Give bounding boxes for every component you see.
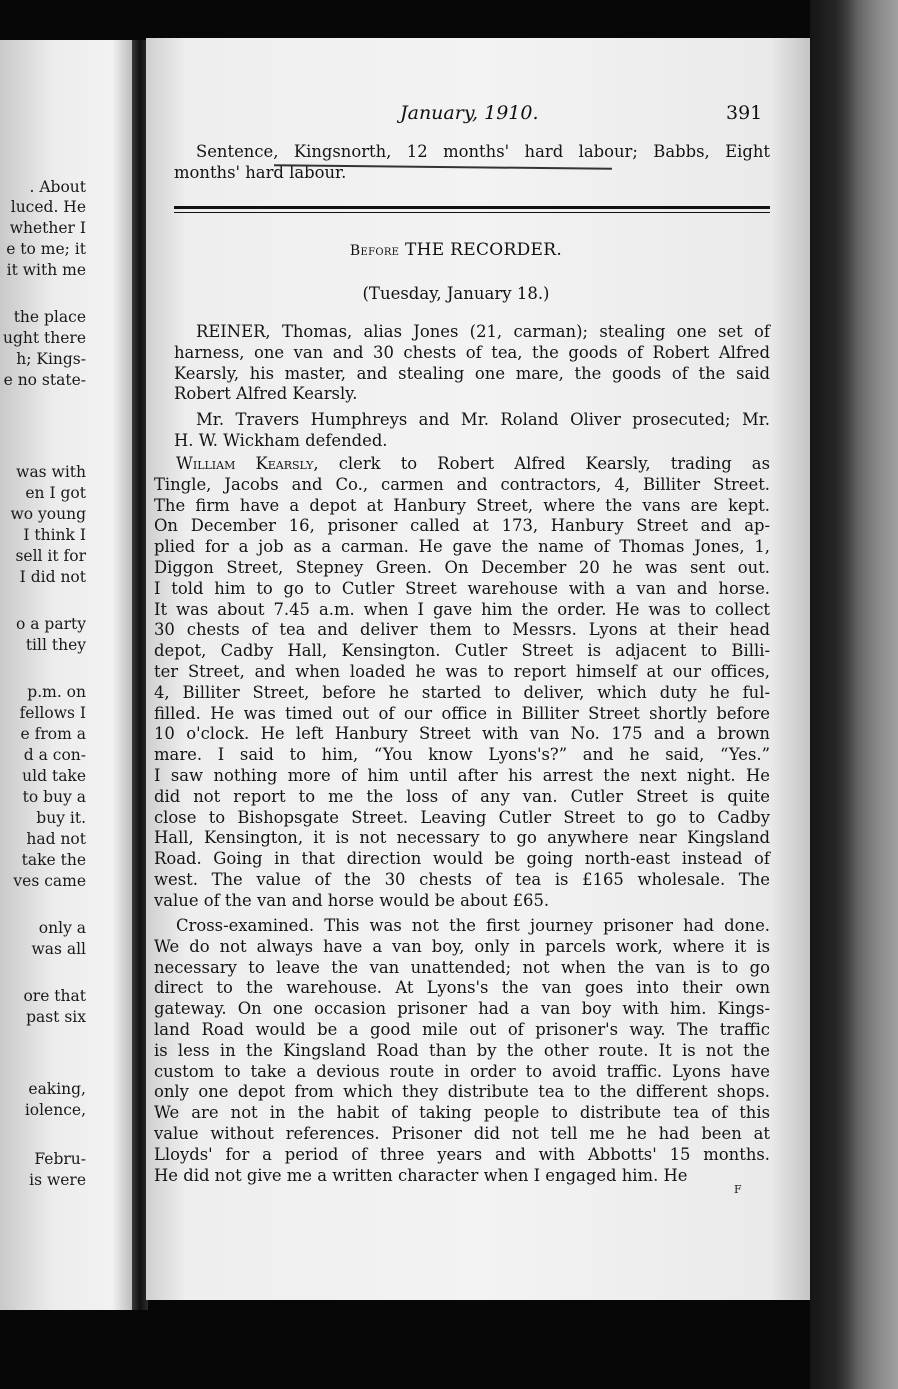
facing-page-line: is were: [29, 1171, 86, 1189]
page-391: [146, 38, 810, 1300]
page-number: 391: [726, 102, 763, 124]
charge-paragraph: [174, 322, 770, 405]
text-line: ter Street, and when loaded he was to report himself at our offices,: [154, 661, 770, 681]
facing-page-line: luced. He: [10, 198, 86, 216]
facing-page-line: ore that: [23, 987, 86, 1005]
text-line: [154, 454, 770, 475]
heading-before: Before: [349, 243, 400, 259]
text-line: He did not give me a written character when I engaged him. He: [154, 1165, 688, 1185]
text-line: custom to take a devious route in order to avoid traffic. Lyons have: [154, 1061, 770, 1081]
cross-examination-paragraph: [154, 916, 770, 1186]
text-line: Cross-examined. This was not the first journey prisoner had done.: [176, 916, 770, 935]
section-heading: [146, 240, 766, 260]
facing-page-line: only a: [38, 919, 86, 937]
text-line: I told him to go to Cutler Street warehouse with a van and horse.: [154, 578, 770, 598]
text-line: mare. I said to him, “You know Lyons's?” and he said, “Yes.”: [154, 745, 770, 765]
sentence-paragraph: [174, 142, 770, 184]
text-line: It was about 7.45 a.m. when I gave him the order. He was to collect: [154, 599, 770, 619]
text-line: did not report to me the loss of any van. Cutler Street is quite: [154, 786, 770, 806]
text-line: value of the van and horse would be about £65.: [154, 890, 550, 910]
text-line: 4, Billiter Street, before he started to deliver, which duty he ful-: [154, 682, 770, 702]
counsel-paragraph: [174, 410, 770, 452]
sentence-line: Sentence, Kingsnorth, 12 months' hard labour; Babbs, Eight: [196, 142, 770, 161]
facing-page-line: h; Kings-: [16, 350, 86, 368]
section-rule-thin: [174, 212, 770, 213]
text-line: harness, one van and 30 chests of tea, the goods of Robert Alfred: [174, 342, 770, 362]
facing-page-line: ught there: [2, 329, 86, 347]
text-line: value without references. Prisoner did not tell me he had been at: [154, 1123, 770, 1143]
facing-page-line: take the: [21, 851, 86, 869]
text-line: Kearsly, his master, and stealing one mare, the goods of the said: [174, 363, 770, 383]
text-line: filled. He was timed out of our office in Billiter Street shortly before: [154, 703, 770, 723]
text-line: west. The value of the 30 chests of tea is £165 wholesale. The: [154, 869, 770, 889]
text-line: REINER, Thomas, alias Jones (21, carman); stealing one set of: [196, 322, 770, 341]
facing-page-line: o a party: [16, 615, 86, 633]
heading-recorder: THE RECORDER.: [399, 240, 563, 260]
facing-page-line: e no state-: [3, 371, 86, 389]
facing-page-line: was all: [31, 940, 86, 958]
text-line: 30 chests of tea and deliver them to Messrs. Lyons at their head: [154, 620, 770, 640]
text-line: We are not in the habit of taking people to distribute tea of this: [154, 1103, 770, 1123]
text-line: We do not always have a van boy, only in parcels work, where it is: [154, 936, 770, 956]
text-line: only one depot from which they distribute tea to the different shops.: [154, 1082, 770, 1102]
facing-page-line: till they: [25, 636, 86, 654]
facing-page-line: eaking,: [28, 1080, 86, 1098]
facing-page-line: p.m. on: [27, 683, 86, 701]
facing-page-line: was with: [16, 463, 86, 481]
text-line: depot, Cadby Hall, Kensington. Cutler Street is adjacent to Billi-: [154, 641, 770, 661]
text-line: H. W. Wickham defended.: [174, 430, 388, 450]
facing-page-line: to buy a: [22, 788, 86, 806]
facing-page-line: e from a: [20, 725, 86, 743]
facing-page-line: en I got: [25, 484, 86, 502]
text-line: direct to the warehouse. At Lyons's the van goes into their own: [154, 978, 770, 998]
running-header-title: [400, 102, 539, 124]
section-rule-thick: [174, 206, 770, 209]
page-edge-highlight: [848, 0, 898, 1389]
text-line: On December 16, prisoner called at 173, Hanbury Street and ap-: [154, 516, 770, 536]
facing-page-line: past six: [26, 1008, 86, 1026]
text-line: Tingle, Jacobs and Co., carmen and contractors, 4, Billiter Street.: [154, 474, 770, 494]
facing-page-line: I did not: [19, 568, 86, 586]
facing-page-line: fellows I: [19, 704, 86, 722]
session-date: (Tuesday, January 18.): [362, 284, 550, 303]
facing-page-line: had not: [26, 830, 86, 848]
header-date: January, 1910.: [400, 102, 539, 124]
text-line: I saw nothing more of him until after his arrest the next night. He: [154, 765, 770, 785]
text-line: necessary to leave the van unattended; not when the van is to go: [154, 957, 770, 977]
facing-page-line: it with me: [6, 261, 86, 279]
facing-page-line: buy it.: [36, 809, 86, 827]
facing-page-line: ves came: [13, 872, 86, 890]
facing-page-line: uld take: [22, 767, 86, 785]
text-line: plied for a job as a carman. He gave the name of Thomas Jones, 1,: [154, 537, 770, 557]
facing-page-line: iolence,: [24, 1101, 86, 1119]
text-line: The firm have a depot at Hanbury Street, where the vans are kept.: [154, 495, 770, 515]
sentence-line: months' hard labour.: [174, 162, 347, 182]
testimony-paragraph: [154, 454, 770, 912]
facing-page-line: e to me; it: [6, 240, 86, 258]
text-line: Mr. Travers Humphreys and Mr. Roland Oliver prosecuted; Mr.: [196, 410, 770, 429]
facing-page-line: whether I: [9, 219, 86, 237]
text-line: Road. Going in that direction would be going north-east instead of: [154, 849, 770, 869]
text-line: Diggon Street, Stepney Green. On December 20 he was sent out.: [154, 557, 770, 577]
text-line: Robert Alfred Kearsly.: [174, 384, 358, 404]
text-line: land Road would be a good mile out of prisoner's way. The traffic: [154, 1019, 770, 1039]
facing-page-line: the place: [13, 308, 86, 326]
text-line: Lloyds' for a period of three years and with Abbotts' 15 months.: [154, 1144, 770, 1164]
facing-page-line: I think I: [23, 526, 86, 544]
text-line: close to Bishopsgate Street. Leaving Cutler Street to go to Cadby: [154, 807, 770, 827]
witness-name: William Kearsly,: [176, 454, 319, 473]
text-line: Hall, Kensington, it is not necessary to go anywhere near Kingsland: [154, 828, 770, 848]
witness-description: clerk to Robert Alfred Kearsly, trading as: [318, 454, 770, 473]
text-line: is less in the Kingsland Road than by the other route. It is not the: [154, 1040, 770, 1060]
facing-page-line: . About: [29, 178, 86, 196]
text-line: gateway. On one occasion prisoner had a van boy with him. Kings-: [154, 999, 770, 1019]
facing-page-line: Febru-: [34, 1150, 86, 1168]
facing-page-line: d a con-: [23, 746, 86, 764]
signature-mark: F: [734, 1183, 742, 1196]
text-line: 10 o'clock. He left Hanbury Street with van No. 175 and a brown: [154, 724, 770, 744]
facing-page-line: wo young: [10, 505, 86, 523]
facing-page: [0, 40, 132, 1310]
facing-page-line: sell it for: [15, 547, 86, 565]
